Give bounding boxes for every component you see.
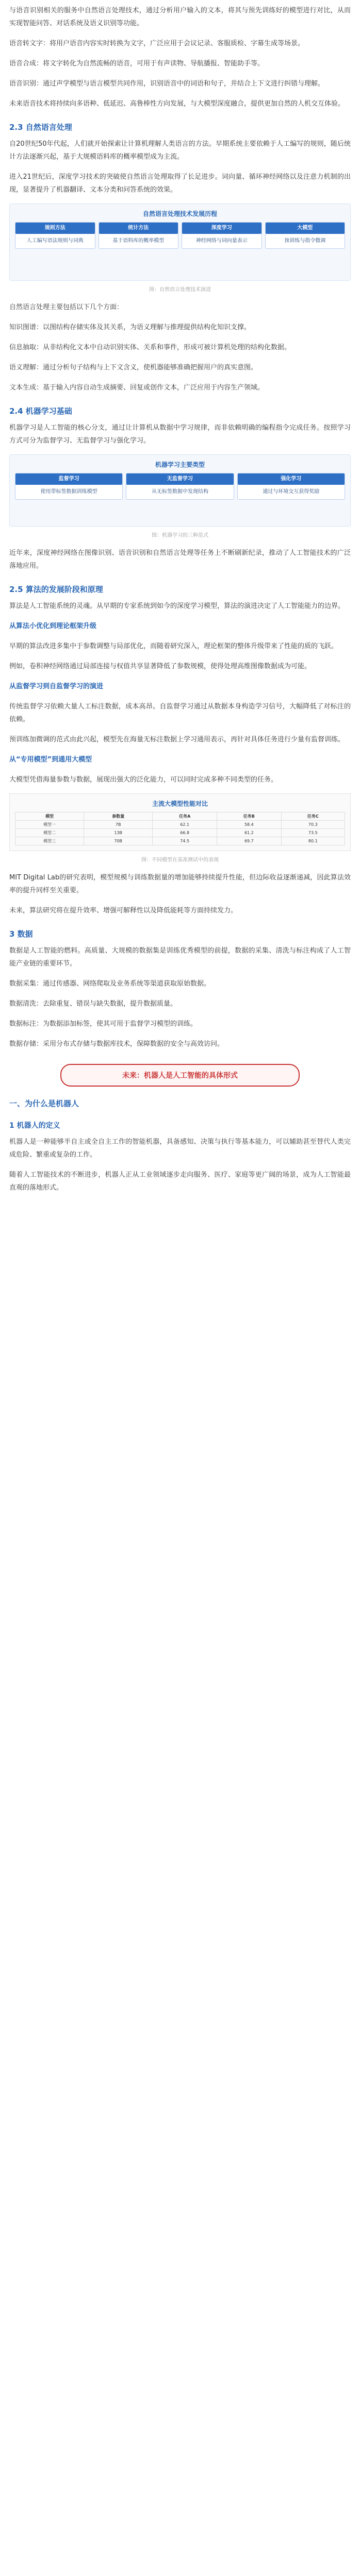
section-heading: 一、为什么是机器人	[9, 1099, 79, 1108]
ml-type-box-desc: 使用带标签数据训练模型	[40, 489, 97, 495]
stage-box-desc: 基于语料库的概率模型	[112, 238, 165, 244]
paragraph: 知识图谱：以图结构存储实体及其关系，为语义理解与推理提供结构化知识支撑。	[9, 324, 251, 331]
figure-caption: 图：不同模型在基准测试中的表现	[141, 857, 219, 863]
table-cell: 73.5	[281, 829, 345, 837]
paragraph: 算法是人工智能系统的灵魂。从早期的专家系统到如今的深度学习模型，算法的演进决定了人工智能能力的边界。	[9, 602, 345, 610]
table-cell: 13B	[84, 829, 153, 837]
section-heading: 2.5 算法的发展阶段和原理	[9, 585, 103, 594]
paragraph: 进入21世纪后，深度学习技术的突破使自然语言处理取得了长足进步。词向量、循环神经网络以及注意力机制的出现，显著提升了机器翻译、文本分类和问答系统的效果。	[9, 173, 351, 194]
sub-section-heading: 1 机器人的定义	[9, 1122, 60, 1130]
section-banner: 未来：机器人是人工智能的具体形式	[60, 1064, 300, 1087]
figure-stage-row	[15, 222, 345, 249]
paragraph: 语音转文字：将用户语音内容实时转换为文字，广泛应用于会议记录、客服质检、字幕生成等场景。	[9, 40, 305, 47]
ml-type-box-title: 无监督学习	[126, 473, 233, 485]
paragraph: 传统监督学习依赖大量人工标注数据，成本高昂。自监督学习通过从数据本身构造学习信号，大幅降低了对标注的依赖。	[9, 703, 351, 723]
paragraph: 语音识别：通过声学模型与语言模型共同作用，识别语音中的词语和句子，并结合上下文进行纠错与理解。	[9, 80, 325, 88]
stage-box-title: 深度学习	[182, 223, 261, 234]
stage-box-title: 统计方法	[99, 223, 178, 234]
figure-title: 自然语言处理技术发展历程	[142, 210, 217, 217]
stage-box	[99, 222, 179, 249]
paragraph: 预训练加微调的范式由此兴起，模型先在海量无标注数据上学习通用表示，再针对具体任务进行少量有监督训练。	[9, 736, 345, 743]
section-heading: 2.3 自然语言处理	[9, 123, 72, 132]
table-cell: 70.3	[281, 821, 345, 829]
table-row	[15, 837, 345, 845]
paragraph: 早期的算法改进多集中于参数调整与局部优化，而随着研究深入，理论框架的整体升级带来了性能的质的飞跃。	[9, 642, 338, 650]
paragraph: 例如，卷积神经网络通过局部连接与权值共享显著降低了参数规模，使得处理高维图像数据成为可能。	[9, 663, 312, 670]
ml-type-box	[126, 473, 234, 500]
figure-box-row	[15, 473, 345, 500]
table-header-row	[15, 812, 345, 821]
ml-type-box-desc: 从无标签数据中发现结构	[151, 489, 208, 495]
paragraph: 机器人是一种能够半自主或全自主工作的智能机器，具备感知、决策与执行等基本能力，可以辅助甚至替代人类完成危险、繁重或复杂的工作。	[9, 1138, 351, 1159]
benchmark-table-figure	[9, 793, 351, 851]
ml-type-box-title: 监督学习	[15, 473, 122, 485]
table-cell: 7B	[84, 821, 153, 829]
figure-caption: 图：自然语言处理技术演进	[149, 287, 211, 293]
table-cell: 模型一	[15, 821, 84, 829]
table-cell: 70B	[84, 837, 153, 845]
ml-type-box-title: 强化学习	[238, 473, 345, 485]
ml-types-figure	[9, 454, 351, 527]
table-header-cell: 参数量	[84, 812, 153, 821]
table-header-cell: 任务C	[281, 812, 345, 821]
section-heading: 3 数据	[9, 929, 33, 939]
table-cell: 61.2	[217, 829, 281, 837]
section-heading: 2.4 机器学习基础	[9, 406, 72, 416]
table-row	[15, 829, 345, 837]
stage-box	[15, 222, 95, 249]
paragraph: 语音合成：将文字转化为自然流畅的语音，可用于有声读物、导航播报、智能助手等。	[9, 60, 265, 67]
table-cell: 69.7	[217, 837, 281, 845]
figure-title: 机器学习主要类型	[155, 461, 205, 468]
ml-type-box	[15, 473, 123, 500]
figure-title: 主流大模型性能对比	[152, 800, 208, 807]
subheading: 从监督学习到自监督学习的演进	[9, 683, 104, 690]
paragraph: 数据存储：采用分布式存储与数据库技术，保障数据的安全与高效访问。	[9, 1040, 224, 1048]
paragraph: 未来语音技术将持续向多语种、低延迟、高鲁棒性方向发展，与大模型深度融合，提供更加自然的人机交互体验。	[9, 100, 345, 108]
paragraph: 未来，算法研究将在提升效率、增强可解释性以及降低能耗等方面持续发力。	[9, 907, 238, 914]
intro-paragraph: 与语音识别相关的服务中自然语言处理技术，通过分析用户输入的文本，将其与预先训练好的模型进行对比，从而实现智能问答、对话系统及语义识别等功能。	[9, 7, 351, 27]
nlp-timeline-figure	[9, 204, 351, 281]
table-cell: 74.5	[153, 837, 217, 845]
stage-box-desc: 人工编写语法规则与词典	[26, 238, 84, 244]
stage-box	[265, 222, 346, 249]
stage-box-desc: 预训练与指令微调	[284, 238, 326, 244]
figure-caption: 图：机器学习的三种范式	[152, 533, 208, 538]
paragraph: 数据清洗：去除重复、错误与缺失数据，提升数据质量。	[9, 1000, 177, 1008]
paragraph: MIT Digital Lab的研究表明，模型规模与训练数据量的增加能够持续提升性能，但边际收益逐渐递减，因此算法效率的提升同样至关重要。	[9, 874, 351, 894]
stage-box-title: 规则方法	[15, 223, 95, 234]
paragraph: 近年来，深度神经网络在图像识别、语音识别和自然语言处理等任务上不断刷新纪录，推动了人工智能技术的广泛落地应用。	[9, 549, 351, 570]
table-cell: 模型三	[15, 837, 84, 845]
ml-type-box-desc: 通过与环境交互获得奖励	[263, 489, 320, 495]
table-header-cell: 模型	[15, 812, 84, 821]
table-cell: 模型二	[15, 829, 84, 837]
paragraph: 文本生成：基于输入内容自动生成摘要、回复或创作文本，广泛应用于内容生产领域。	[9, 384, 265, 392]
table-row	[15, 821, 345, 829]
paragraph: 自然语言处理主要包括以下几个方面：	[9, 303, 124, 311]
paragraph: 随着人工智能技术的不断进步，机器人正从工业领域逐步走向服务、医疗、家庭等更广阔的场景，成为人工智能最直观的落地形式。	[9, 1171, 351, 1192]
paragraph: 大模型凭借海量参数与数据，展现出强大的泛化能力，可以同时完成多种不同类型的任务。	[9, 776, 278, 784]
table-header-cell: 任务B	[217, 812, 281, 821]
table-cell: 62.1	[153, 821, 217, 829]
subheading: 从“专用模型”到通用大模型	[9, 756, 92, 764]
paragraph: 自20世纪50年代起，人们就开始探索让计算机理解人类语言的方法。早期系统主要依赖于人工编写的规则，随后统计方法逐渐兴起，基于大规模语料库的概率模型成为主流。	[9, 140, 351, 161]
table-body	[15, 821, 345, 845]
table-cell: 80.1	[281, 837, 345, 845]
stage-box	[182, 222, 262, 249]
stage-box-desc: 神经网络与词向量表示	[195, 238, 248, 244]
table-cell: 66.8	[153, 829, 217, 837]
paragraph: 信息抽取：从非结构化文本中自动识别实体、关系和事件，形成可被计算机处理的结构化数据。	[9, 344, 291, 351]
stage-box-title: 大模型	[266, 223, 345, 234]
ml-type-box	[237, 473, 345, 500]
table-header-cell: 任务A	[153, 812, 217, 821]
subheading: 从算法小优化到理论框架升级	[9, 622, 97, 630]
benchmark-table	[15, 812, 345, 845]
paragraph: 数据采集：通过传感器、网络爬取及业务系统等渠道获取原始数据。	[9, 980, 211, 988]
paragraph: 机器学习是人工智能的核心分支，通过让计算机从数据中学习规律，而非依赖明确的编程指令完成任务。按照学习方式可分为监督学习、无监督学习与强化学习。	[9, 424, 351, 445]
paragraph: 数据标注：为数据添加标签，使其可用于监督学习模型的训练。	[9, 1020, 198, 1028]
paragraph: 语义理解：通过分析句子结构与上下文含义，使机器能够准确把握用户的真实意图。	[9, 364, 258, 371]
paragraph: 数据是人工智能的燃料。高质量、大规模的数据集是训练优秀模型的前提，数据的采集、清洗与标注构成了人工智能产业链的重要环节。	[9, 947, 351, 968]
table-cell: 58.4	[217, 821, 281, 829]
